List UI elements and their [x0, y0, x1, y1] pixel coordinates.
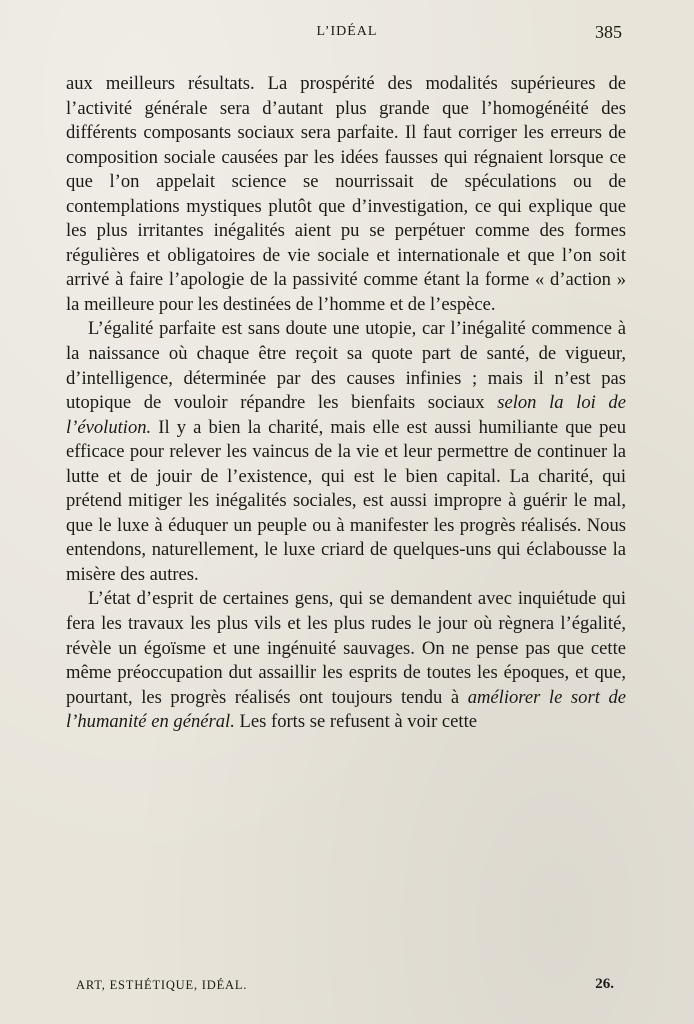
running-head — [0, 22, 694, 46]
text-run: aux meilleurs résultats. La prospérité des modalités supérieures de l’activité générale sera d’autant plus grande que l’homogénéité des différents composants sociaux sera parfaite. Il faut corriger les erreurs de composition sociale causées par les idées fausses qui régnaient lorsque ce que l’on appelait science se nourrissait de spéculations ou de contemplations mystiques plutôt que d’investigation, ce qui explique que les plus irritantes inégalités aient pu se perpétuer comme des formes régulières et obligatoires de vie sociale et internationale et que l’on soit arrivé à faire l’apologie de la passivité comme étant la forme « d’action » la meilleure pour les destinées de l’homme et de l’espèce. — [66, 73, 626, 315]
page-footer — [0, 976, 694, 1000]
text-run: L’état d’esprit de certaines gens, qui se demandent avec inquiétude qui fera les travaux les plus vils et les plus rudes le jour où règnera l’égalité, révèle un égoïsme et une ingénuité sauvages. On ne pense pas que cette même préoccupation dut assaillir les esprits de toutes les époques, et que, pourtant, les progrès réalisés ont toujours tendu à — [66, 588, 626, 708]
body-text — [66, 72, 626, 735]
page-number: 385 — [595, 22, 622, 42]
paragraph — [66, 317, 626, 587]
paragraph — [66, 587, 626, 734]
signature-mark: ART, ESTHÉTIQUE, IDÉAL. — [76, 978, 248, 992]
text-run: Il y a bien la charité, mais elle est aussi humiliante que peu efficace pour relever les vaincus de la vie et leur permettre de continuer la lutte et de jouir de l’existence, qui est le bien capital. La charité, qui prétend mitiger les inégalités sociales, est aussi impropre à guérir le mal, que le luxe à éduquer un peuple ou à manifester les progrès réalisés. Nous entendons, naturellement, le luxe criard de quelques-uns qui éclabousse la misère des autres. — [66, 416, 626, 585]
signature-number: 26. — [595, 976, 614, 992]
running-title: L’IDÉAL — [316, 24, 378, 39]
paragraph — [66, 72, 626, 317]
text-run: Les forts se refusent à voir cette — [234, 711, 477, 733]
italic-phrase: selon la loi de l’évolution. — [66, 392, 626, 438]
italic-phrase: améliorer le sort de l’humanité en général. — [66, 686, 626, 733]
text-run: L’égalité parfaite est sans doute une utopie, car l’inégalité commence à la naissance où chaque être reçoit sa quote part de santé, de vigueur, d’intelligence, déterminée par des causes infinies ; mais il n’est pas utopique de vouloir répandre les bienfaits sociaux — [66, 318, 626, 414]
